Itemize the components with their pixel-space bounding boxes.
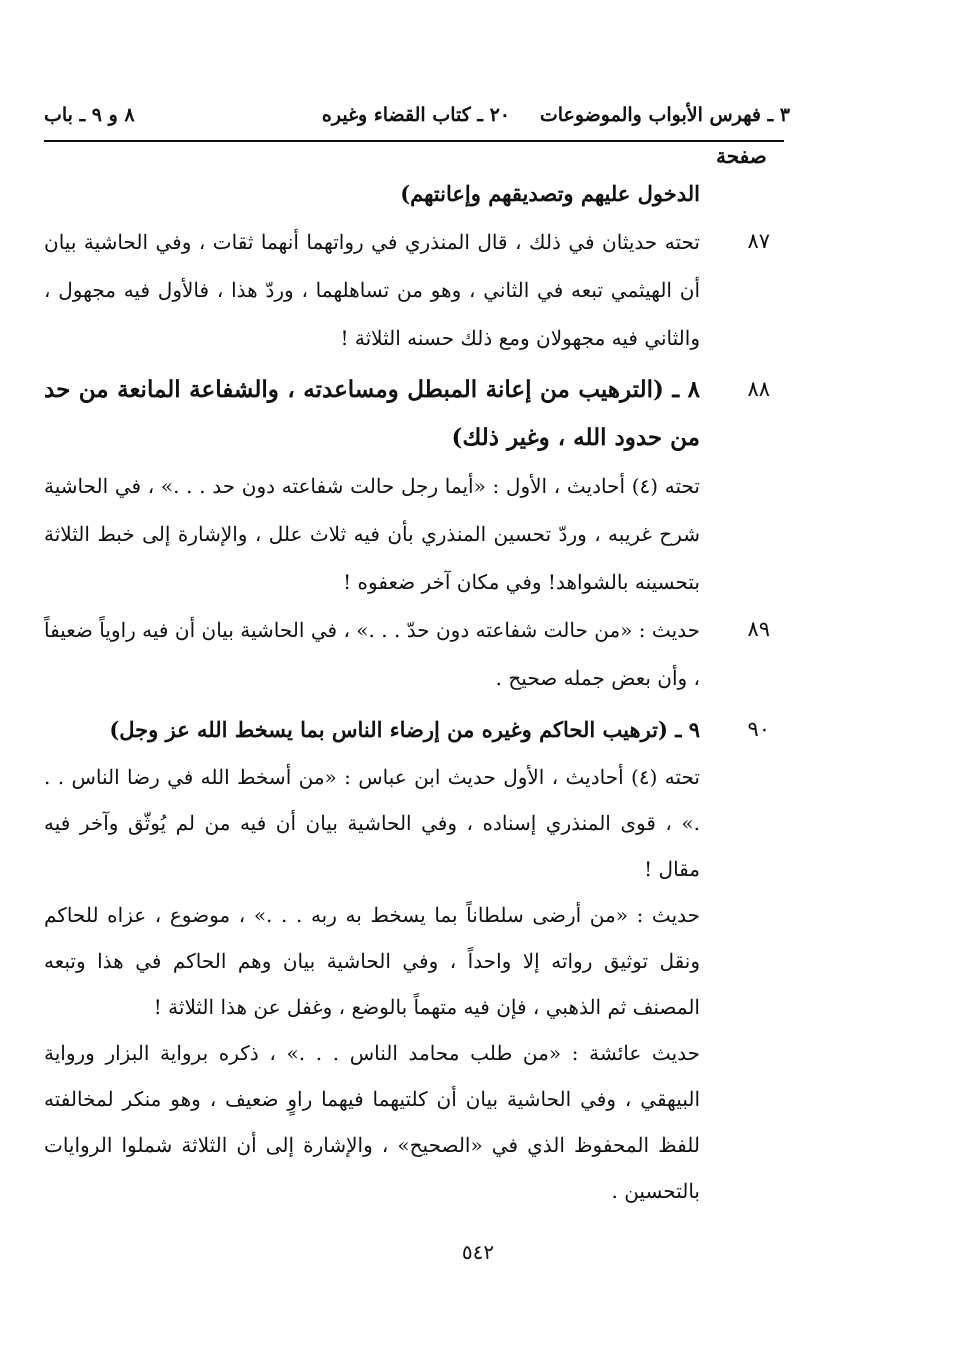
header-index-title: ٣ ـ فهرس الأبواب والموضوعات xyxy=(539,104,790,126)
entry-page-number: ٨٩ xyxy=(747,617,770,641)
entry-text: حديث : «من أرضى سلطاناً بما يسخط به ربه . . .» ، موضوع ، عزاه للحاكم ونقل توثيق رواته إلا واحداً ، وفي الحاشية بيان وهم الحاكم في هذا وتبعه المصنف ثم الذهبي ، فإن فيه متهماً بالوضع ، وغفل عن هذا الثلاثة ! xyxy=(44,903,700,1019)
header-chapter-range: ٨ و ٩ ـ باب xyxy=(44,104,135,126)
chapter-title: ٨ ـ (الترهيب من إعانة المبطل ومساعدته ، والشفاعة المانعة من حد من حدود الله ، وغير ذلك) xyxy=(44,376,700,451)
page-column-label: صفحة xyxy=(716,144,767,168)
header-book-title: ٢٠ ـ كتاب القضاء وغيره xyxy=(321,104,510,126)
entry-text: تحته (٤) أحاديث ، الأول : «أيما رجل حالت شفاعته دون حد . . .» ، في الحاشية شرح غريبه ، وردّ تحسين المنذري بأن فيه ثلاث علل ، والإشارة إلى خبط الثلاثة بتحسينه بالشواهد! وفي مكان آخر ضعفوه ! xyxy=(44,474,700,594)
page-number: ٥٤٢ xyxy=(461,1240,495,1264)
entry-text: حديث : «من حالت شفاعته دون حدّ . . .» ، في الحاشية بيان أن فيه راوياً ضعيفاً ، وأن بعض جمله صحيح . xyxy=(44,618,700,690)
index-entry-88 xyxy=(44,366,780,606)
continuation-title: الدخول عليهم وتصديقهم وإعانتهم) xyxy=(400,181,700,206)
running-header xyxy=(44,104,790,138)
entry-text: حديث عائشة : «من طلب محامد الناس . . .» ، ذكره برواية البزار ورواية البيهقي ، وفي الحاشية بيان أن كلتيهما فيهما راوٍ ضعيف ، وهو منكر لمخالفته للفظ المحفوظ الذي في «الصحيح» ، والإشارة إلى أن الثلاثة شملوا الروايات بالتحسين . xyxy=(44,1041,700,1203)
index-entry-90 xyxy=(44,706,780,1214)
entry-text: تحته حديثان في ذلك ، قال المنذري في رواتهما أنهما ثقات ، وفي الحاشية بيان أن الهيثمي تبعه في الثاني ، وهو من تساهلهما ، وردّ هذا ، فالأول فيه مجهول ، والثاني فيه مجهولان ومع ذلك حسنه الثلاثة ! xyxy=(44,230,701,350)
entry-page-number: ٨٧ xyxy=(747,229,770,253)
entry-page-number: ٨٨ xyxy=(747,377,770,401)
continuation-entry xyxy=(44,170,780,218)
header-divider xyxy=(44,140,784,142)
entry-text: تحته (٤) أحاديث ، الأول حديث ابن عباس : «من أسخط الله في رضا الناس . . .» ، قوى المنذري إسناده ، وفي الحاشية بيان أن فيه من لم يُوثّق وآخر فيه مقال ! xyxy=(44,765,700,881)
index-entry-87 xyxy=(44,218,780,362)
index-entry-89 xyxy=(44,606,780,702)
index-content xyxy=(44,170,780,1214)
chapter-title: ٩ ـ (ترهيب الحاكم وغيره من إرضاء الناس بما يسخط الله عز وجل) xyxy=(109,717,700,742)
entry-page-number: ٩٠ xyxy=(747,717,770,741)
